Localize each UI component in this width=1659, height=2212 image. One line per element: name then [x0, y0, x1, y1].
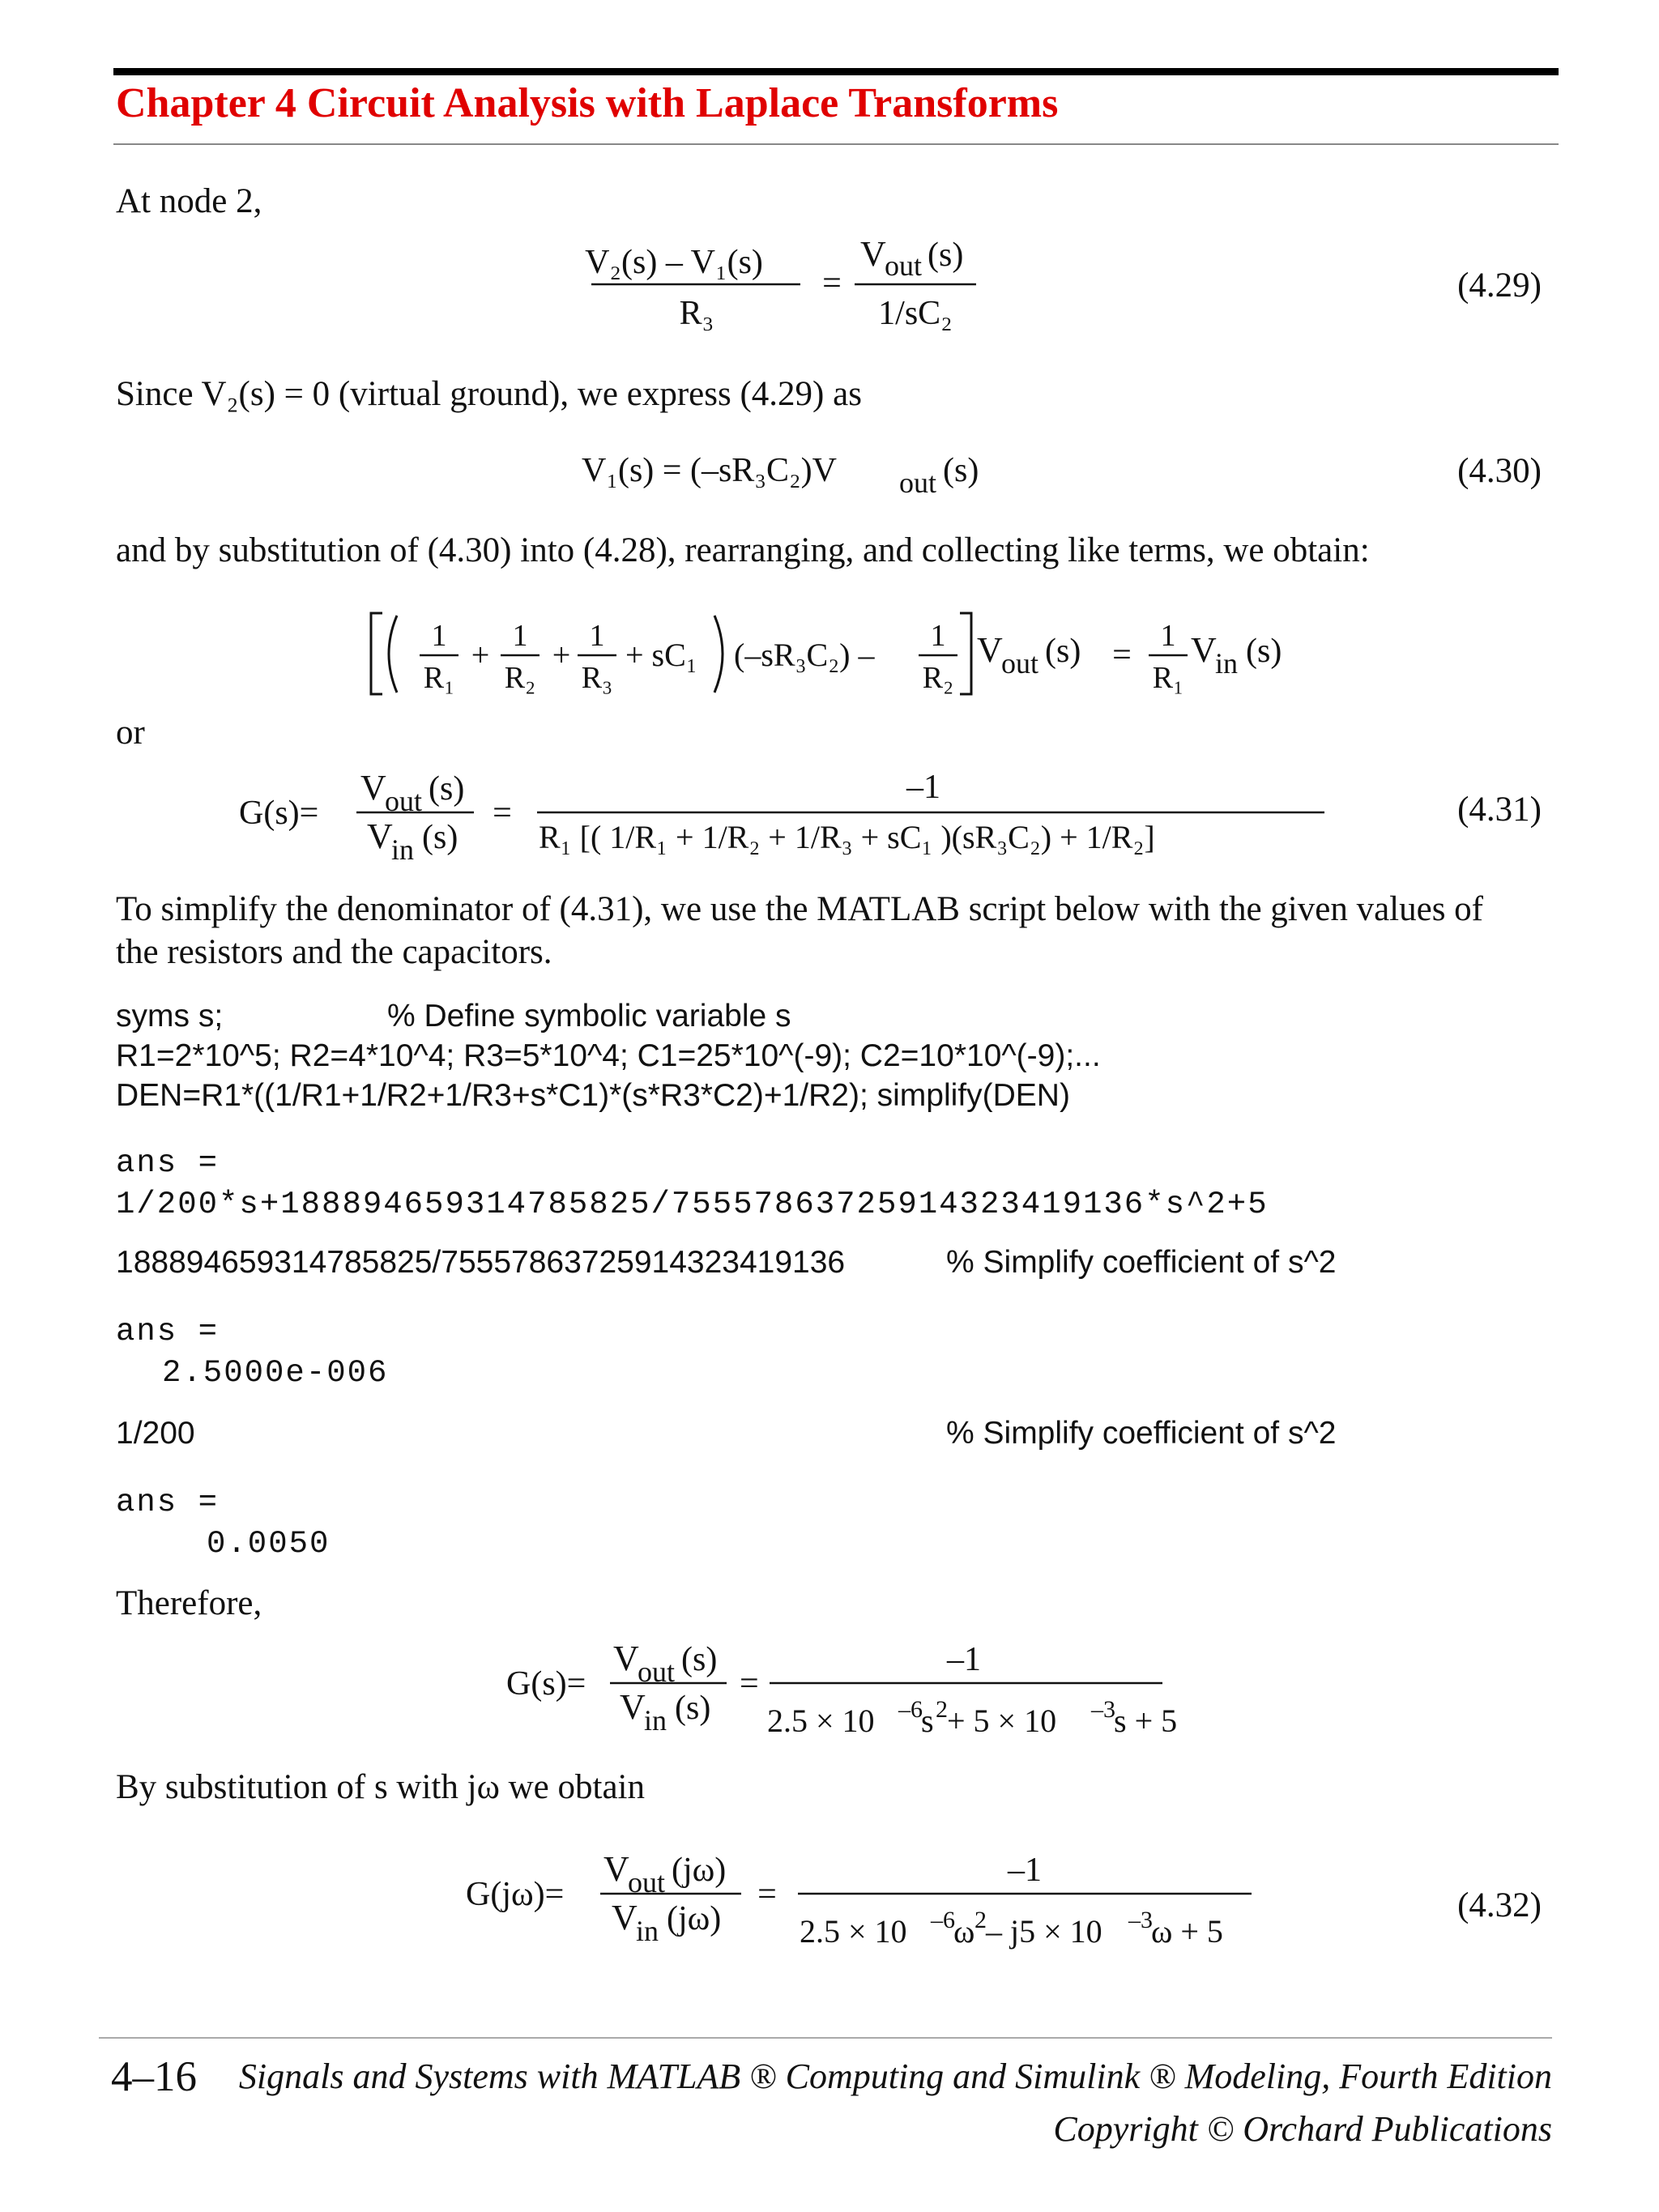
- paragraph-virtual-ground: Since V₂(s) = 0 (virtual ground), we express (4.29) as: [116, 375, 862, 413]
- eq431-vin-v: V: [367, 816, 393, 856]
- frac5-den: R₁: [1152, 661, 1184, 695]
- paragraph-node2: At node 2,: [116, 182, 262, 220]
- eq432-equals: =: [757, 1876, 777, 1913]
- eq429-num-right-tail: (s): [928, 237, 964, 274]
- eq432-vout-sub: out: [628, 1866, 666, 1899]
- matlab-line-4b: % Simplify coefficient of s^2: [946, 1245, 1337, 1280]
- matlab-output-2a: ans =: [116, 1314, 220, 1349]
- eqt-vin-s: (s): [675, 1690, 711, 1727]
- eq431-vin-s: (s): [422, 819, 458, 856]
- vout-s: (s): [1045, 633, 1081, 670]
- frac1-num: 1: [431, 619, 447, 653]
- matlab-line-3: DEN=R1*((1/R1+1/R2+1/R3+s*C1)*(s*R3*C2)+1/R2); simplify(DEN): [116, 1078, 1070, 1113]
- eq431-vout-v: V: [360, 768, 386, 808]
- paragraph-therefore: Therefore,: [116, 1584, 262, 1622]
- eqt-vin-sub: in: [644, 1704, 667, 1737]
- eq429-den-left: R₃: [679, 295, 714, 332]
- eq432-exp1: –6: [931, 1907, 955, 1933]
- paragraph-simplify-2: the resistors and the capacitors.: [116, 933, 552, 971]
- eq431-vout-s: (s): [429, 770, 465, 808]
- eq431-den: R₁ [( 1/R₁ + 1/R₂ + 1/R₃ + sC₁ )(sR₃C₂) + 1/R₂]: [539, 819, 1155, 855]
- eq429-equals: =: [822, 265, 842, 302]
- eq432-vout-v: V: [603, 1849, 629, 1889]
- eqt-num: –1: [947, 1641, 981, 1678]
- matlab-output-3b: 0.0050: [207, 1526, 331, 1562]
- eqt-s: s: [921, 1703, 934, 1739]
- bracket-left: [371, 613, 382, 694]
- eq429-num-left: V₂(s) – V₁(s): [585, 244, 763, 281]
- equation-number-4-29: (4.29): [1457, 266, 1542, 305]
- chapter-title: Chapter 4 Circuit Analysis with Laplace Transforms: [116, 80, 1059, 126]
- eq432-exp3: –3: [1128, 1907, 1153, 1933]
- eq432-vin-sub: in: [636, 1915, 659, 1947]
- matlab-line-1a: syms s;: [116, 999, 224, 1034]
- eq429-num-right-sub: out: [885, 249, 923, 282]
- vin-sub: in: [1215, 647, 1239, 680]
- matlab-line-5b: % Simplify coefficient of s^2: [946, 1416, 1337, 1451]
- eq432-exp2: 2: [975, 1907, 987, 1933]
- header-rule-bottom: [113, 143, 1559, 145]
- bracket-right: [960, 613, 971, 694]
- equation-transfer-s: [506, 1628, 1179, 1750]
- equals-long: =: [1112, 637, 1132, 674]
- eqt-den-a: 2.5 × 10: [767, 1703, 875, 1739]
- equation-4-30: [582, 445, 1035, 502]
- book-title: Signals and Systems with MATLAB ® Computing and Simulink ® Modeling, Fourth Edition: [238, 2056, 1552, 2096]
- matlab-line-1b: % Define symbolic variable s: [387, 999, 791, 1034]
- matlab-output-1b: 1/200*s+188894659314785825/75557863725914323419136*s^2+5: [116, 1187, 1269, 1222]
- frac3-den: R₃: [581, 661, 613, 695]
- eqt-vout-sub: out: [638, 1656, 676, 1688]
- frac2-num: 1: [512, 619, 528, 653]
- matlab-line-5a: 1/200: [116, 1416, 195, 1451]
- eqt-vin-v: V: [620, 1687, 646, 1727]
- eqt-vout-s: (s): [681, 1641, 718, 1678]
- equation-collected: [365, 603, 1337, 709]
- eqt-exp1: –6: [898, 1696, 923, 1723]
- equation-number-4-32: (4.32): [1457, 1886, 1542, 1924]
- paragraph-simplify-1: To simplify the denominator of (4.31), we use the MATLAB script below with the given values of: [116, 890, 1484, 928]
- matlab-output-3a: ans =: [116, 1485, 220, 1520]
- vin-s: (s): [1246, 633, 1282, 670]
- equation-4-29: [567, 231, 1021, 344]
- frac2-den: R₂: [504, 661, 536, 695]
- vout-v: V: [977, 630, 1003, 670]
- eq432-mid: – j5 × 10: [986, 1913, 1102, 1950]
- eq430-tail: (s): [943, 452, 979, 489]
- term-sr3c2: (–sR₃C₂) –: [734, 637, 875, 673]
- eq431-equals: =: [493, 795, 512, 832]
- paragraph-substitution: and by substitution of (4.30) into (4.28), rearranging, and collecting like terms, we obtain:: [116, 531, 1370, 569]
- eqt-exp2: 2: [936, 1696, 948, 1723]
- footer-rule: [99, 2037, 1552, 2039]
- eq429-den-right: 1/sC₂: [878, 295, 953, 332]
- eq431-vin-sub: in: [391, 833, 415, 866]
- eq432-vout-jw: (jω): [672, 1852, 727, 1889]
- eq432-vin-jw: (jω): [667, 1900, 722, 1937]
- matlab-line-4a: 188894659314785825/75557863725914323419136: [116, 1245, 846, 1280]
- matlab-output-2b: 2.5000e-006: [162, 1355, 389, 1391]
- equation-number-4-30: (4.30): [1457, 452, 1542, 490]
- plus-1: +: [471, 637, 490, 673]
- eqt-vout-v: V: [613, 1639, 639, 1678]
- eq432-den-a: 2.5 × 10: [800, 1913, 907, 1950]
- equation-4-32: [466, 1839, 1268, 1960]
- copyright: Copyright © Orchard Publications: [1053, 2109, 1552, 2149]
- paren-left: [389, 616, 397, 693]
- eqt-g: G(s)=: [506, 1665, 586, 1703]
- eq429-num-right: V: [860, 234, 886, 274]
- equation-number-4-31: (4.31): [1457, 791, 1542, 829]
- eq432-g: G(jω)=: [466, 1876, 565, 1913]
- equation-4-31: [239, 757, 1373, 879]
- eqt-exp3: –3: [1091, 1696, 1115, 1723]
- eqt-equals: =: [740, 1665, 759, 1703]
- eqt-mid: + 5 × 10: [947, 1703, 1057, 1739]
- eq432-w: ω: [953, 1913, 975, 1950]
- eq431-vout-sub: out: [385, 785, 423, 817]
- page-number: 4–16: [111, 2053, 197, 2100]
- frac3-num: 1: [589, 619, 605, 653]
- paren-right: [714, 616, 723, 693]
- paragraph-jw: By substitution of s with jω we obtain: [116, 1768, 645, 1806]
- frac1-den: R₁: [423, 661, 455, 695]
- matlab-output-1a: ans =: [116, 1145, 220, 1181]
- frac4-den: R₂: [922, 661, 954, 695]
- header-rule-top: [113, 68, 1559, 75]
- frac4-num: 1: [930, 619, 946, 653]
- matlab-line-2: R1=2*10^5; R2=4*10^4; R3=5*10^4; C1=25*10^(-9); C2=10*10^(-9);...: [116, 1038, 1101, 1073]
- eq432-num: –1: [1008, 1852, 1042, 1889]
- frac5-num: 1: [1160, 619, 1176, 653]
- eq430-sub: out: [899, 467, 937, 499]
- eqt-tail: s + 5: [1114, 1703, 1178, 1739]
- vout-sub: out: [1001, 647, 1039, 680]
- eq432-vin-v: V: [612, 1898, 638, 1937]
- eq432-tail: ω + 5: [1151, 1913, 1223, 1950]
- eq430-lhs: V₁(s) = (–sR₃C₂)V: [582, 452, 837, 489]
- eq431-num: –1: [906, 769, 940, 806]
- vin-v: V: [1191, 630, 1217, 670]
- paragraph-or: or: [116, 714, 145, 752]
- eq431-g: G(s)=: [239, 795, 319, 832]
- plus-2: +: [552, 637, 571, 673]
- term-sc1: + sC₁: [625, 637, 697, 673]
